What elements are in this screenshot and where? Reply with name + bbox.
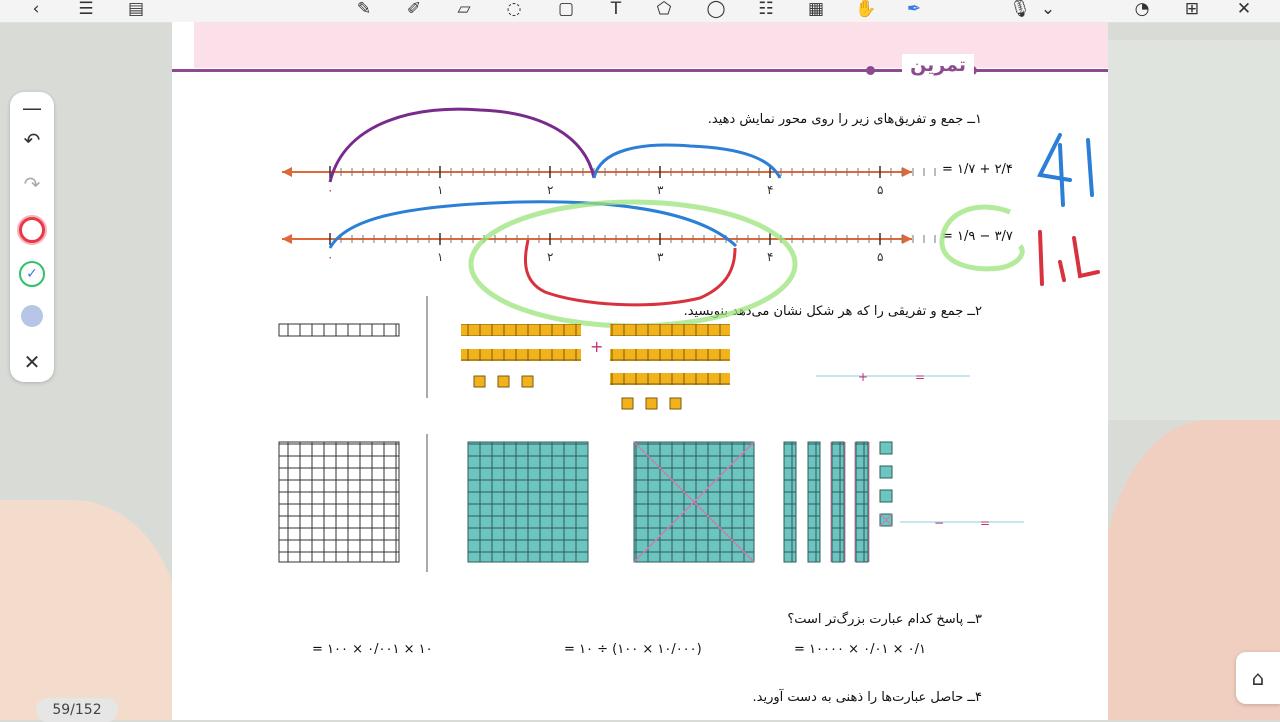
axis-arrow: [902, 167, 912, 177]
axis-arrow: [902, 234, 912, 244]
drag-handle-icon[interactable]: —: [22, 96, 42, 120]
axis-arrow: [282, 234, 292, 244]
shape-pen-icon[interactable]: ▢: [557, 0, 575, 19]
empty-grid: [279, 442, 399, 562]
presentation-icon: ⌂: [1251, 666, 1265, 690]
expression-a: ۰/۱ × ۰/۰۱ × ۱۰۰۰۰ =: [794, 642, 926, 657]
color-blue-button[interactable]: [18, 302, 46, 330]
tool-side-panel: [10, 92, 54, 382]
undo-icon[interactable]: ↶: [23, 128, 41, 152]
orange-row: [610, 373, 730, 385]
close-icon[interactable]: ✕: [1236, 0, 1252, 19]
number-line-2: [282, 233, 935, 264]
back-icon[interactable]: ‹: [32, 0, 40, 19]
shapes-icon[interactable]: ⬠: [656, 0, 672, 19]
grid-icon[interactable]: ▦: [807, 0, 825, 19]
blank-equals: =: [915, 370, 926, 384]
selection-icon[interactable]: ◯: [706, 0, 726, 19]
blank-equals-2: =: [980, 516, 991, 530]
question-2-title: ۲ــ جمع و تفریقی را که هر شکل نشان می‌دهد بنویسید.: [683, 304, 982, 319]
hand-icon[interactable]: ✋: [855, 0, 877, 19]
ink-loop-green-answer: [942, 207, 1022, 269]
chevron-down-icon[interactable]: ⌄: [1040, 0, 1056, 19]
ink-arc-blue-2: [330, 202, 736, 248]
axis-tick-label: ۰: [327, 183, 334, 197]
marker-icon[interactable]: ✐: [406, 0, 422, 19]
axis-tick-label: ۵: [877, 183, 884, 197]
lasso-icon[interactable]: ◌: [506, 0, 522, 19]
axis-tick-label: ۱: [437, 250, 444, 264]
close-panel-icon[interactable]: ✕: [23, 350, 41, 374]
axis-tick-label: ۱: [437, 183, 444, 197]
axis-tick-label: ۵: [877, 250, 884, 264]
number-line-1: [282, 166, 935, 197]
expression-b: (۱۰/۰۰۰ × ۱۰۰) ÷ ۱۰ =: [564, 642, 702, 657]
hand-answer-2-strokes: [1040, 232, 1098, 284]
axis-tick-label: ۴: [767, 183, 774, 197]
empty-row-strip: [279, 324, 399, 336]
orange-row: [461, 349, 581, 361]
table-icon[interactable]: ☷: [758, 0, 774, 19]
teal-columns: [784, 442, 892, 562]
list-icon[interactable]: ☰: [78, 0, 94, 19]
mic-icon[interactable]: 🎙: [1009, 0, 1031, 19]
color-green-button[interactable]: ✓: [18, 258, 46, 286]
plus-sign: +: [590, 337, 604, 356]
axis-tick-label: ۰: [327, 250, 334, 264]
add-page-icon[interactable]: ⊞: [1184, 0, 1200, 19]
blank-minus: −: [934, 516, 945, 530]
axis-tick-label: ۴: [767, 250, 774, 264]
palette-icon[interactable]: ◔: [1134, 0, 1150, 19]
ink-loop-green: [471, 202, 795, 326]
question-1-title: ۱ــ جمع و تفریق‌های زیر را روی محور نمایش دهید.: [707, 112, 982, 127]
ink-arc-blue-1: [594, 145, 780, 178]
axis-tick-label: ۲: [547, 183, 554, 197]
equation-2: ۳/۷ − ۱/۹ =: [942, 229, 1013, 244]
presentation-button[interactable]: [1236, 652, 1280, 704]
orange-row: [461, 324, 581, 336]
notes-icon[interactable]: ▤: [127, 0, 145, 19]
orange-row: [610, 349, 730, 361]
axis-tick-label: ۳: [657, 250, 664, 264]
highlighter-icon[interactable]: ✒: [906, 0, 922, 19]
eraser-icon[interactable]: ▱: [457, 0, 471, 19]
question-3-title: ۳ــ پاسخ کدام عبارت بزرگ‌تر است؟: [787, 612, 982, 627]
equation-1: ۲/۴ + ۱/۷ =: [942, 162, 1013, 177]
pen-icon[interactable]: ✎: [356, 0, 372, 19]
question-4-title: ۴ــ حاصل عبارت‌ها را ذهنی به دست آورید.: [752, 690, 982, 705]
axis-arrow: [282, 167, 292, 177]
redo-icon[interactable]: ↷: [23, 172, 41, 196]
axis-tick-label: ۲: [547, 250, 554, 264]
expression-c: ۱۰ × ۰/۰۰۱ × ۱۰۰ =: [312, 642, 433, 657]
section-title: تمرین: [902, 54, 974, 76]
color-red-button[interactable]: [18, 214, 46, 242]
hand-answer-1-strokes: [1040, 135, 1092, 205]
orange-row: [610, 324, 730, 336]
text-icon[interactable]: T: [610, 0, 622, 19]
teal-grid: [468, 442, 588, 562]
axis-tick-label: ۳: [657, 183, 664, 197]
blank-plus: +: [858, 370, 869, 384]
ink-arc-red: [525, 240, 735, 305]
page-counter: 59/152: [36, 698, 118, 722]
